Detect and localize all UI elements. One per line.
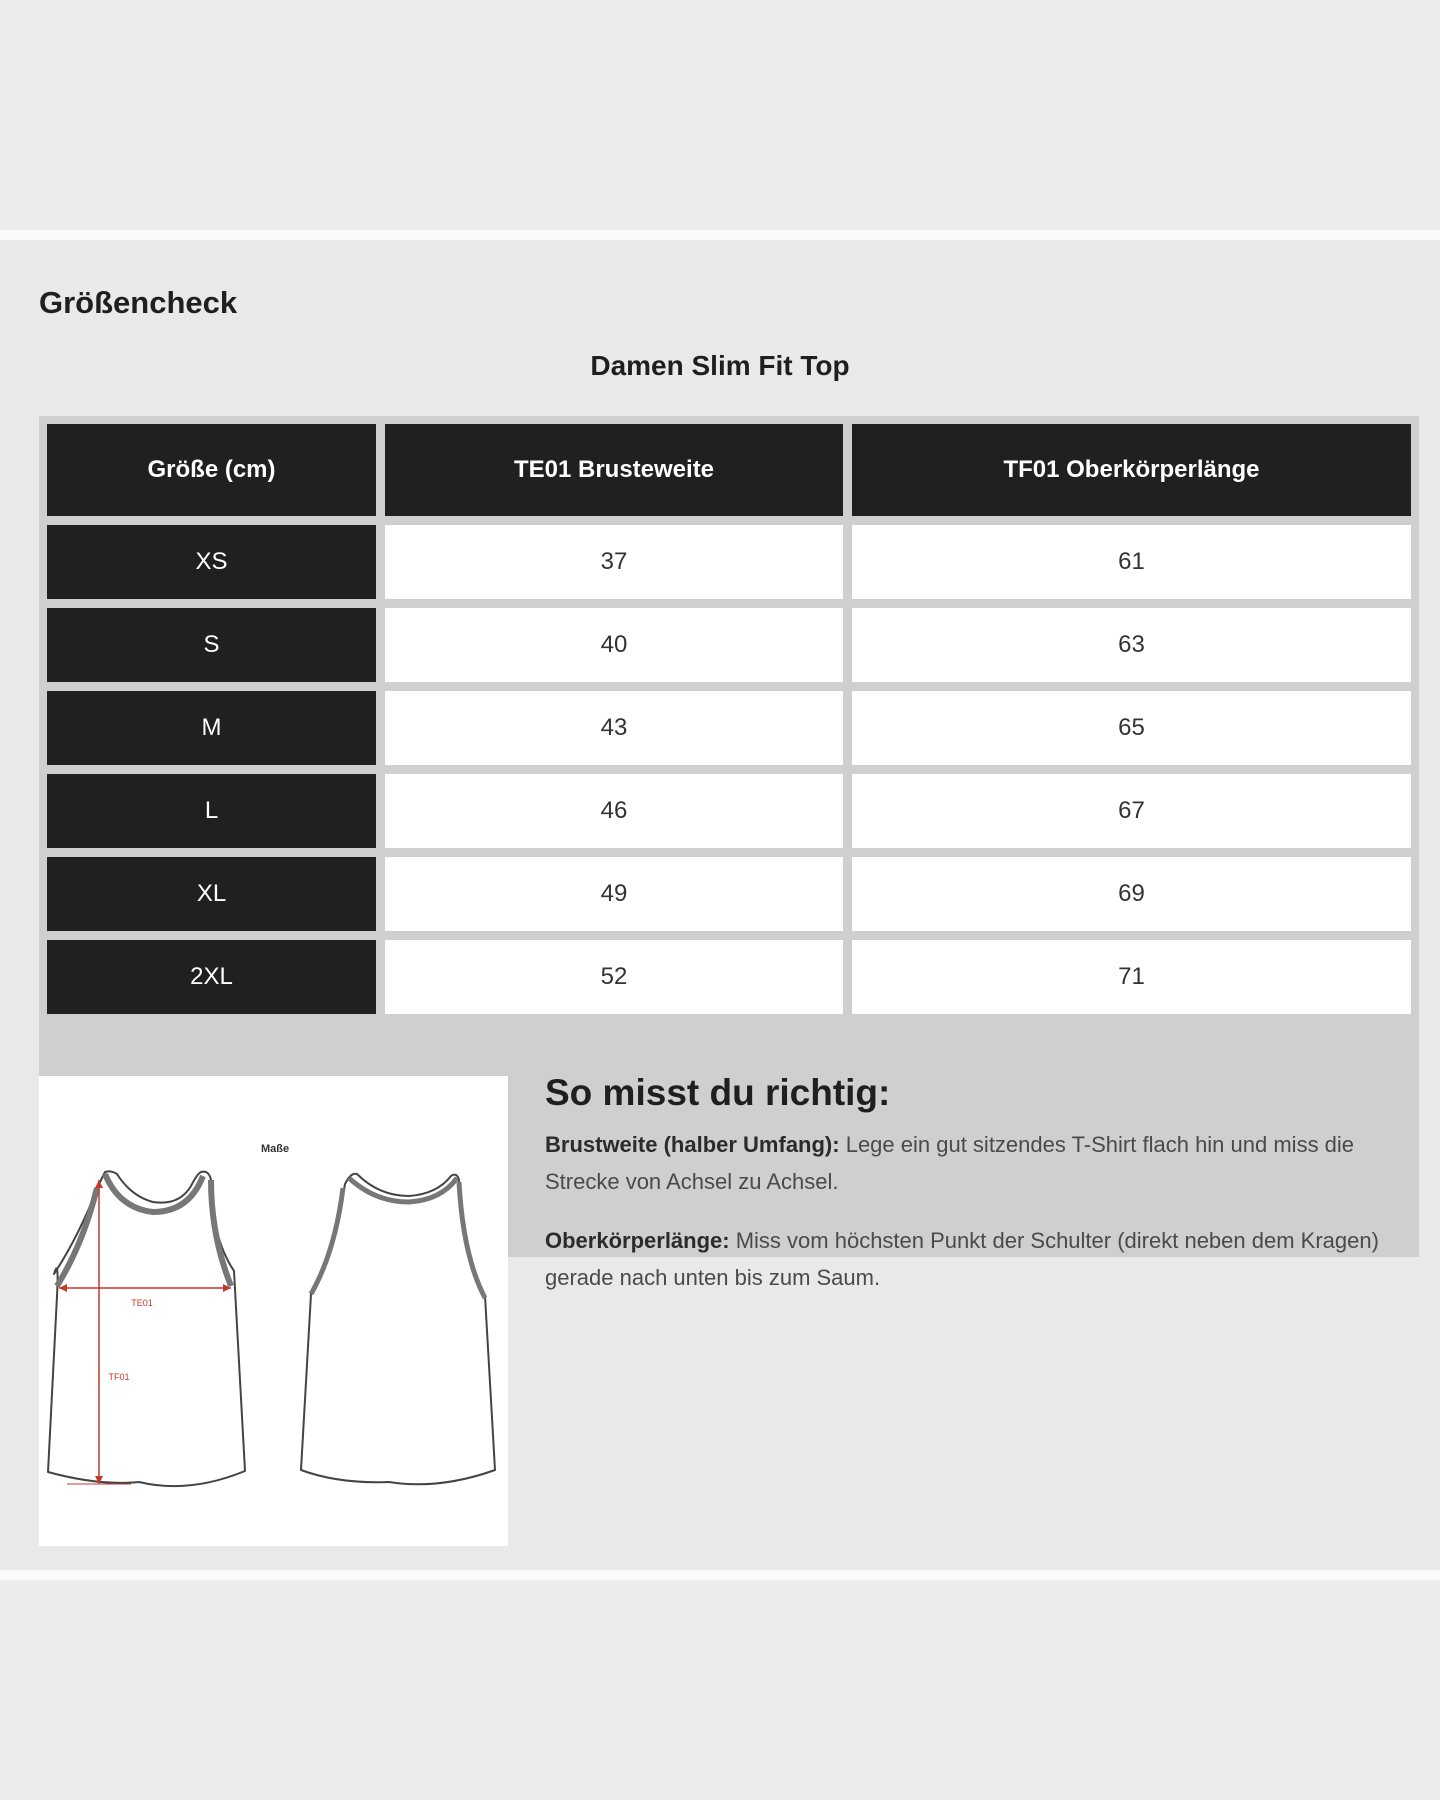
chest-value: 37 (385, 525, 843, 599)
top-band (0, 0, 1440, 225)
chest-value: 52 (385, 940, 843, 1014)
length-text: Miss vom höchsten Punkt der Schulter (direkt neben dem Kragen) gerade nach unten bis zum Saum. (545, 1228, 1379, 1290)
chest-measure-label: TE01 (131, 1298, 153, 1308)
chest-term: Brustweite (halber Umfang): (545, 1132, 840, 1157)
chest-instruction (545, 1126, 1405, 1200)
header-chest: TE01 Brusteweite (385, 424, 843, 516)
length-value: 63 (852, 608, 1411, 682)
how-to-measure (545, 1072, 1405, 1318)
size-label: XL (47, 857, 376, 931)
size-label: S (47, 608, 376, 682)
length-term: Oberkörperlänge: (545, 1228, 730, 1253)
chest-value: 49 (385, 857, 843, 931)
bottom-divider (0, 1570, 1440, 1580)
header-length: TF01 Oberkörperlänge (852, 424, 1411, 516)
section-title: Größencheck (39, 285, 238, 320)
length-measure-label: TF01 (108, 1372, 130, 1382)
how-to-heading: So misst du richtig: (545, 1072, 891, 1113)
chest-value: 43 (385, 691, 843, 765)
size-label: M (47, 691, 376, 765)
header-size: Größe (cm) (47, 424, 376, 516)
diagram-title: Maße (260, 1143, 290, 1155)
length-value: 69 (852, 857, 1411, 931)
tank-top-illustration (39, 1076, 508, 1546)
chest-value: 40 (385, 608, 843, 682)
top-divider (0, 230, 1440, 240)
length-value: 67 (852, 774, 1411, 848)
chest-text: Lege ein gut sitzendes T-Shirt flach hin und miss die Strecke von Achsel zu Achsel. (545, 1132, 1355, 1194)
size-label: 2XL (47, 940, 376, 1014)
tank-top-diagram (39, 1076, 508, 1546)
length-instruction (545, 1222, 1405, 1296)
size-label: XS (47, 525, 376, 599)
length-value: 65 (852, 691, 1411, 765)
size-label: L (47, 774, 376, 848)
back-tank-top-outline (301, 1174, 495, 1485)
length-value: 71 (852, 940, 1411, 1014)
chest-value: 46 (385, 774, 843, 848)
length-value: 61 (852, 525, 1411, 599)
size-guide-card (0, 240, 1440, 1570)
table-title: Damen Slim Fit Top (590, 350, 850, 381)
